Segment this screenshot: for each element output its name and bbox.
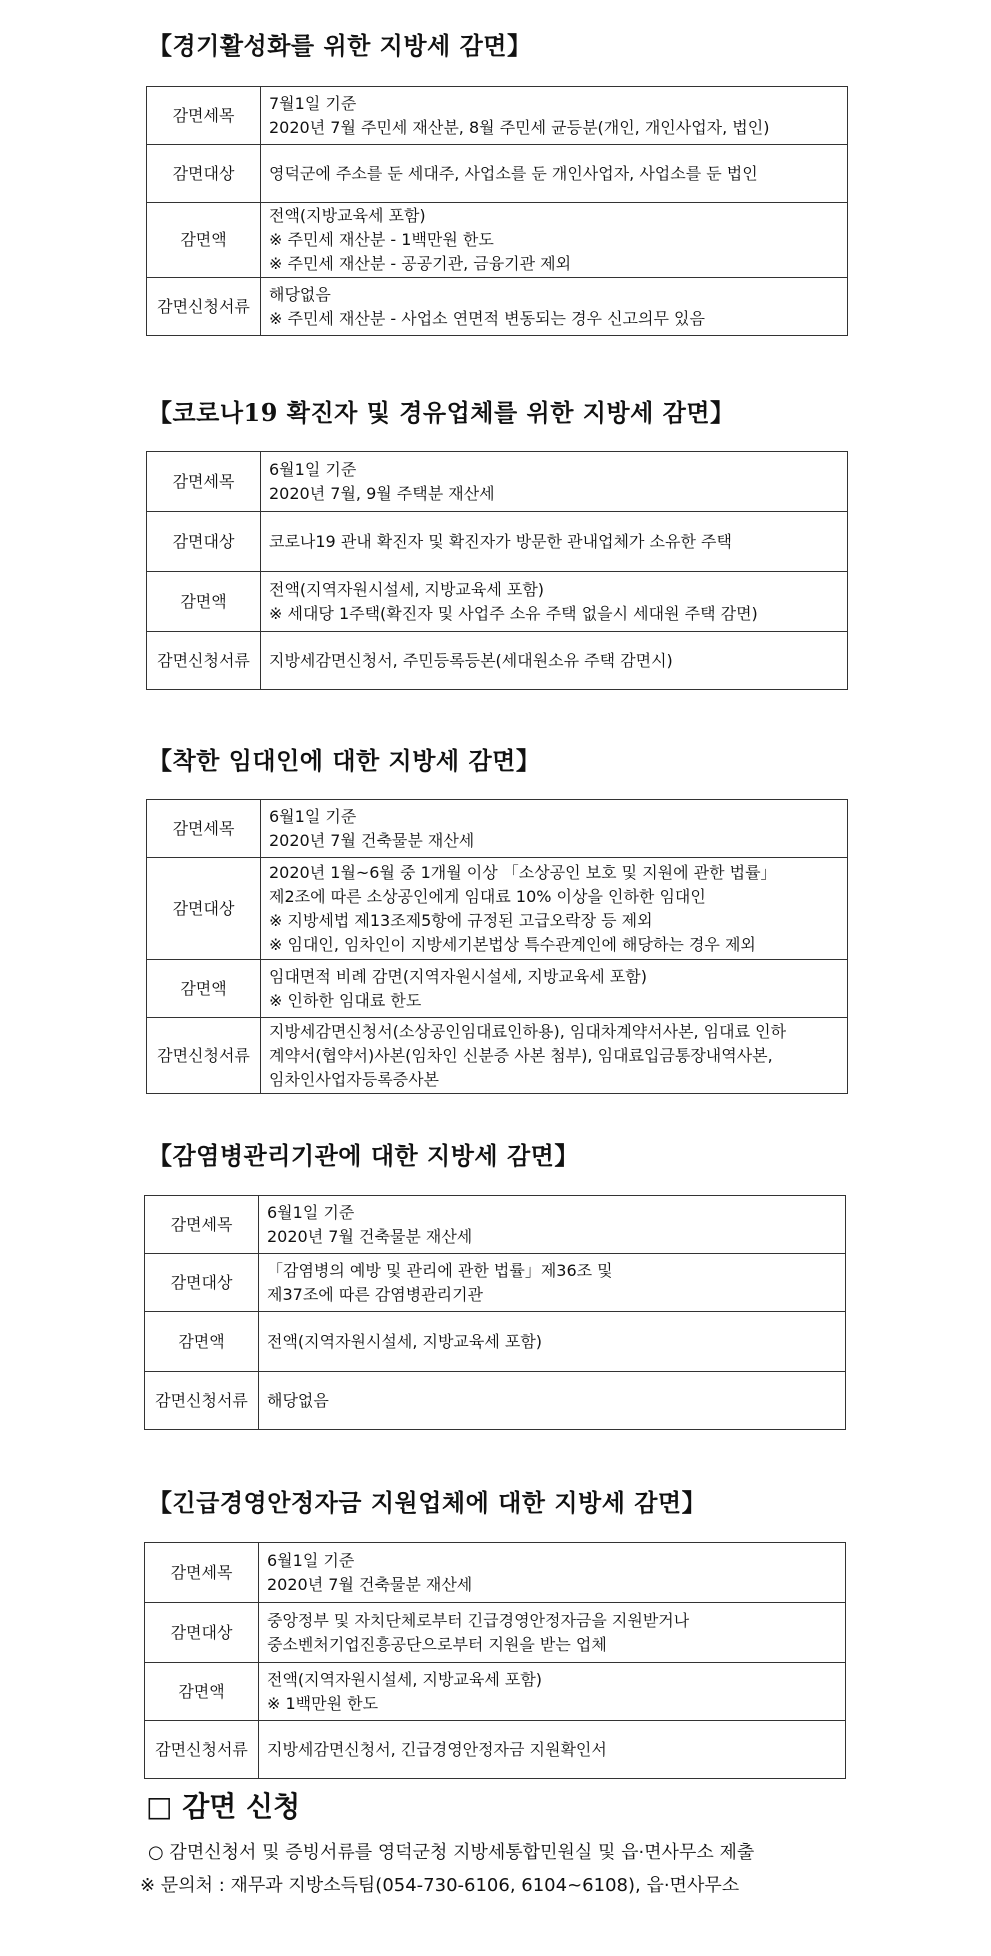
row-value: 전액(지역자원시설세, 지방교육세 포함) ※ 1백만원 한도 — [259, 1663, 846, 1721]
row-value: 임대면적 비례 감면(지역자원시설세, 지방교육세 포함) ※ 인하한 임대료 한도 — [261, 960, 848, 1018]
row-label: 감면대상 — [145, 1603, 259, 1663]
section-1-table — [146, 86, 848, 336]
row-value: 전액(지역자원시설세, 지방교육세 포함) — [259, 1312, 846, 1372]
row-label: 감면신청서류 — [147, 1018, 261, 1094]
section-3-table — [146, 799, 848, 1094]
row-label: 감면대상 — [147, 858, 261, 960]
row-label: 감면액 — [147, 960, 261, 1018]
row-label: 감면세목 — [147, 87, 261, 145]
row-label: 감면대상 — [147, 512, 261, 572]
row-label: 감면신청서류 — [145, 1721, 259, 1779]
row-value: 지방세감면신청서, 긴급경영안정자금 지원확인서 — [259, 1721, 846, 1779]
row-value: 6월1일 기준 2020년 7월 건축물분 재산세 — [261, 800, 848, 858]
row-value: 전액(지역자원시설세, 지방교육세 포함) ※ 세대당 1주택(확진자 및 사업주 소유 주택 없을시 세대원 주택 감면) — [261, 572, 848, 632]
row-value: 지방세감면신청서(소상공인임대료인하용), 임대차계약서사본, 임대료 인하 계약서(협약서)사본(임차인 신분증 사본 첨부), 임대료입금통장내역사본, 임차인사업자등록증사본 — [261, 1018, 848, 1094]
row-value: 7월1일 기준 2020년 7월 주민세 재산분, 8월 주민세 균등분(개인, 개인사업자, 법인) — [261, 87, 848, 145]
row-value: 지방세감면신청서, 주민등록등본(세대원소유 주택 감면시) — [261, 632, 848, 690]
row-value: 6월1일 기준 2020년 7월 건축물분 재산세 — [259, 1543, 846, 1603]
apply-instruction: ○ 감면신청서 및 증빙서류를 영덕군청 지방세통합민원실 및 읍·면사무소 제출 — [148, 1842, 755, 1863]
row-value: 영덕군에 주소를 둔 세대주, 사업소를 둔 개인사업자, 사업소를 둔 법인 — [261, 145, 848, 203]
section-5-table — [144, 1542, 846, 1779]
row-label: 감면신청서류 — [147, 278, 261, 336]
row-value: 6월1일 기준 2020년 7월 건축물분 재산세 — [259, 1196, 846, 1254]
row-label: 감면액 — [145, 1663, 259, 1721]
section-5-title: 【긴급경영안정자금 지원업체에 대한 지방세 감면】 — [148, 1488, 707, 1517]
contact-info: ※ 문의처 : 재무과 지방소득팀(054-730-6106, 6104~6108), 읍·면사무소 — [140, 1875, 740, 1896]
section-1-title: 【경기활성화를 위한 지방세 감면】 — [148, 31, 532, 60]
row-value: 2020년 1월~6월 중 1개월 이상 「소상공인 보호 및 지원에 관한 법률」 제2조에 따른 소상공인에게 임대료 10% 이상을 인하한 임대인 ※ 지방세법 제13조제5항에 규정된 고급오락장 등 제외 ※ 임대인, 임차인이 지방세기본법상 특수관계인에 해당하는 경우 제외 — [261, 858, 848, 960]
row-label: 감면대상 — [145, 1254, 259, 1312]
row-label: 감면세목 — [145, 1543, 259, 1603]
row-label: 감면액 — [145, 1312, 259, 1372]
apply-title: □ 감면 신청 — [146, 1790, 301, 1823]
row-label: 감면액 — [147, 572, 261, 632]
section-2-title: 【코로나19 확진자 및 경유업체를 위한 지방세 감면】 — [148, 398, 735, 427]
row-value: 해당없음 — [259, 1372, 846, 1430]
row-value: 「감염병의 예방 및 관리에 관한 법률」제36조 및 제37조에 따른 감염병관리기관 — [259, 1254, 846, 1312]
section-3-title: 【착한 임대인에 대한 지방세 감면】 — [148, 746, 541, 775]
row-label: 감면세목 — [147, 452, 261, 512]
row-value: 전액(지방교육세 포함) ※ 주민세 재산분 - 1백만원 한도 ※ 주민세 재산분 - 공공기관, 금융기관 제외 — [261, 203, 848, 278]
row-value: 6월1일 기준 2020년 7월, 9월 주택분 재산세 — [261, 452, 848, 512]
row-label: 감면액 — [147, 203, 261, 278]
row-label: 감면대상 — [147, 145, 261, 203]
row-label: 감면신청서류 — [145, 1372, 259, 1430]
row-label: 감면신청서류 — [147, 632, 261, 690]
section-4-title: 【감염병관리기관에 대한 지방세 감면】 — [148, 1141, 579, 1170]
section-4-table — [144, 1195, 846, 1430]
row-value: 코로나19 관내 확진자 및 확진자가 방문한 관내업체가 소유한 주택 — [261, 512, 848, 572]
section-2-table — [146, 451, 848, 690]
row-label: 감면세목 — [145, 1196, 259, 1254]
row-value: 해당없음 ※ 주민세 재산분 - 사업소 연면적 변동되는 경우 신고의무 있음 — [261, 278, 848, 336]
row-value: 중앙정부 및 자치단체로부터 긴급경영안정자금을 지원받거나 중소벤처기업진흥공단으로부터 지원을 받는 업체 — [259, 1603, 846, 1663]
row-label: 감면세목 — [147, 800, 261, 858]
